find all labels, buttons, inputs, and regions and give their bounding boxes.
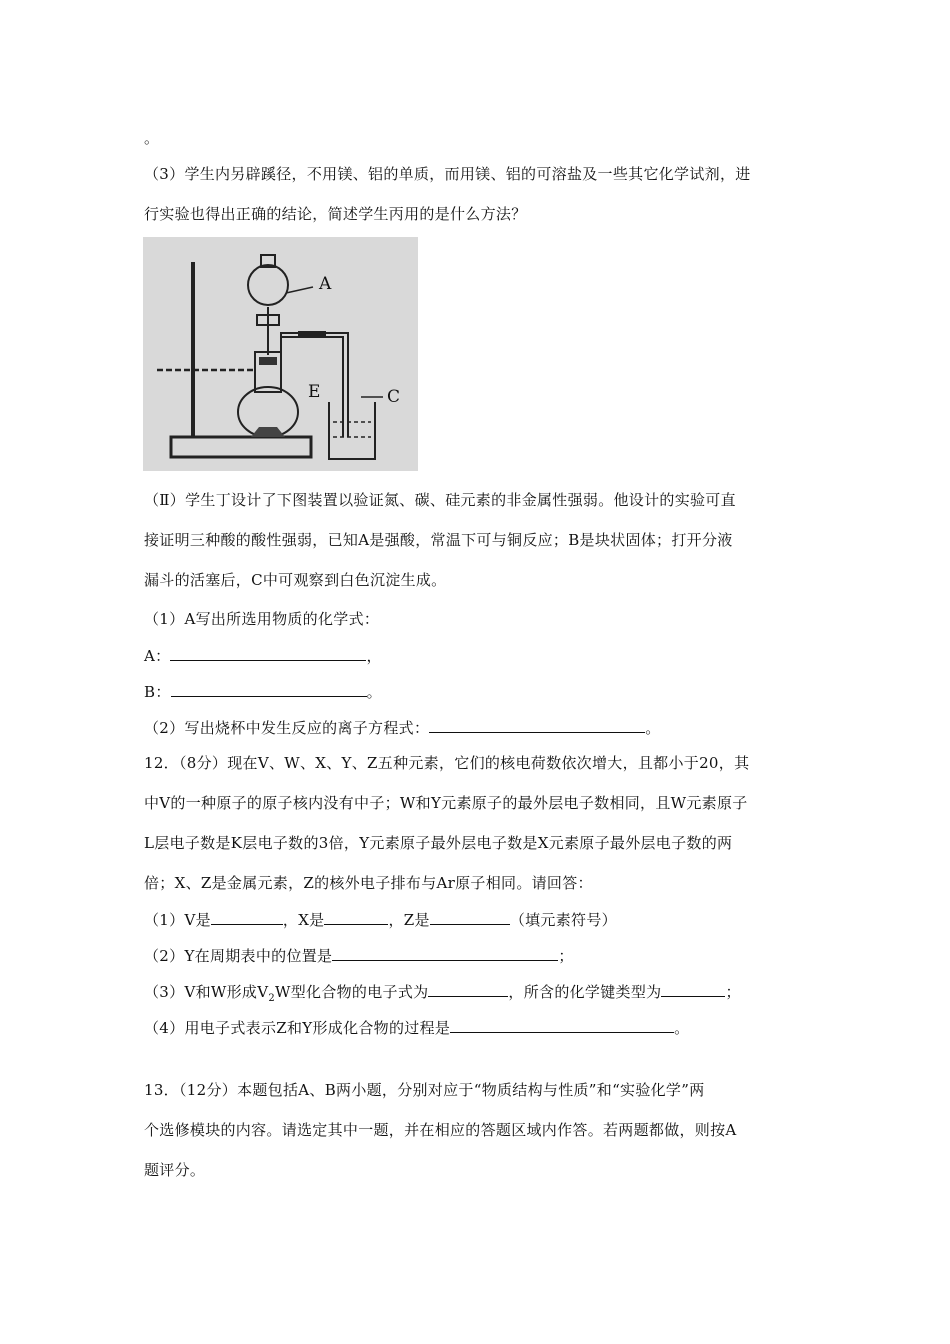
punct: ，	[366, 647, 382, 665]
answer-blank-bond-type[interactable]	[661, 982, 725, 997]
prompt: （2）Y在周期表中的位置是	[144, 947, 333, 965]
answer-blank-formation-process[interactable]	[450, 1018, 674, 1033]
question-line	[144, 910, 617, 930]
question-line	[144, 718, 661, 738]
label-b: E	[308, 382, 321, 402]
punct: 。	[674, 1019, 690, 1037]
punct: 。	[366, 683, 382, 701]
answer-blank-z[interactable]	[430, 910, 510, 925]
text-line: 个选修模块的内容。请选定其中一题，并在相应的答题区域内作答。若两题都做，则按A	[144, 1121, 737, 1139]
label: A：	[144, 647, 171, 665]
text-line: 漏斗的活塞后，C中可观察到白色沉淀生成。	[144, 571, 447, 589]
prompt: ，所含的化学键类型为	[508, 983, 662, 1001]
answer-blank-a[interactable]	[170, 646, 366, 661]
question-line	[144, 946, 574, 966]
question-line	[144, 982, 741, 1009]
punct: ；	[725, 983, 741, 1001]
text-line: （Ⅱ）学生丁设计了下图装置以验证氮、碳、硅元素的非金属性强弱。他设计的实验可直	[144, 491, 736, 509]
text-line: （3）学生内另辟蹊径，不用镁、铝的单质，而用镁、铝的可溶盐及一些其它化学试剂，进	[144, 165, 751, 183]
answer-blank-x[interactable]	[324, 910, 388, 925]
punct: 。	[645, 719, 661, 737]
answer-blank-v[interactable]	[211, 910, 283, 925]
prompt: （4）用电子式表示Z和Y形成化合物的过程是	[144, 1019, 451, 1037]
answer-blank-y-position[interactable]	[332, 946, 558, 961]
answer-line-b	[144, 682, 382, 702]
prompt: ，X是	[282, 911, 325, 929]
question-line	[144, 1018, 689, 1038]
text-line: （1）A写出所选用物质的化学式：	[144, 610, 380, 628]
answer-blank-ion-equation[interactable]	[429, 718, 645, 733]
punct: ；	[558, 947, 574, 965]
text-line: 12．（8分）现在V、W、X、Y、Z五种元素，它们的核电荷数依次增大，且都小于20，其	[144, 754, 750, 772]
answer-line-a	[144, 646, 382, 666]
hint: （填元素符号）	[509, 911, 617, 929]
apparatus-figure	[143, 237, 418, 471]
label-a: A	[319, 274, 332, 294]
text-line: 中V的一种原子的原子核内没有中子；W和Y元素原子的最外层电子数相同，且W元素原子	[144, 794, 748, 812]
answer-blank-electron-formula[interactable]	[428, 982, 508, 997]
prompt: W型化合物的电子式为	[275, 983, 429, 1001]
prompt: （3）V和W形成V	[144, 983, 269, 1001]
prompt: ，Z是	[388, 911, 430, 929]
text-line: 13．（12分）本题包括A、B两小题，分别对应于“物质结构与性质”和“实验化学”两	[144, 1081, 705, 1099]
prompt: （2）写出烧杯中发生反应的离子方程式：	[144, 719, 430, 737]
label: B：	[144, 683, 171, 701]
text-line: 倍；X、Z是金属元素，Z的核外电子排布与Ar原子相同。请回答：	[144, 874, 593, 892]
answer-blank-b[interactable]	[171, 682, 367, 697]
text-line: 。	[144, 129, 160, 147]
prompt: （1）V是	[144, 911, 211, 929]
text-line: 接证明三种酸的酸性强弱，已知A是强酸，常温下可与铜反应；B是块状固体；打开分液	[144, 531, 733, 549]
text-line: 行实验也得出正确的结论，简述学生丙用的是什么方法？	[144, 205, 527, 223]
text-line: L层电子数是K层电子数的3倍，Y元素原子最外层电子数是X元素原子最外层电子数的两	[144, 834, 733, 852]
subscript: 2	[268, 993, 275, 1004]
text-line: 题评分。	[144, 1161, 206, 1179]
label-c: C	[387, 387, 401, 407]
